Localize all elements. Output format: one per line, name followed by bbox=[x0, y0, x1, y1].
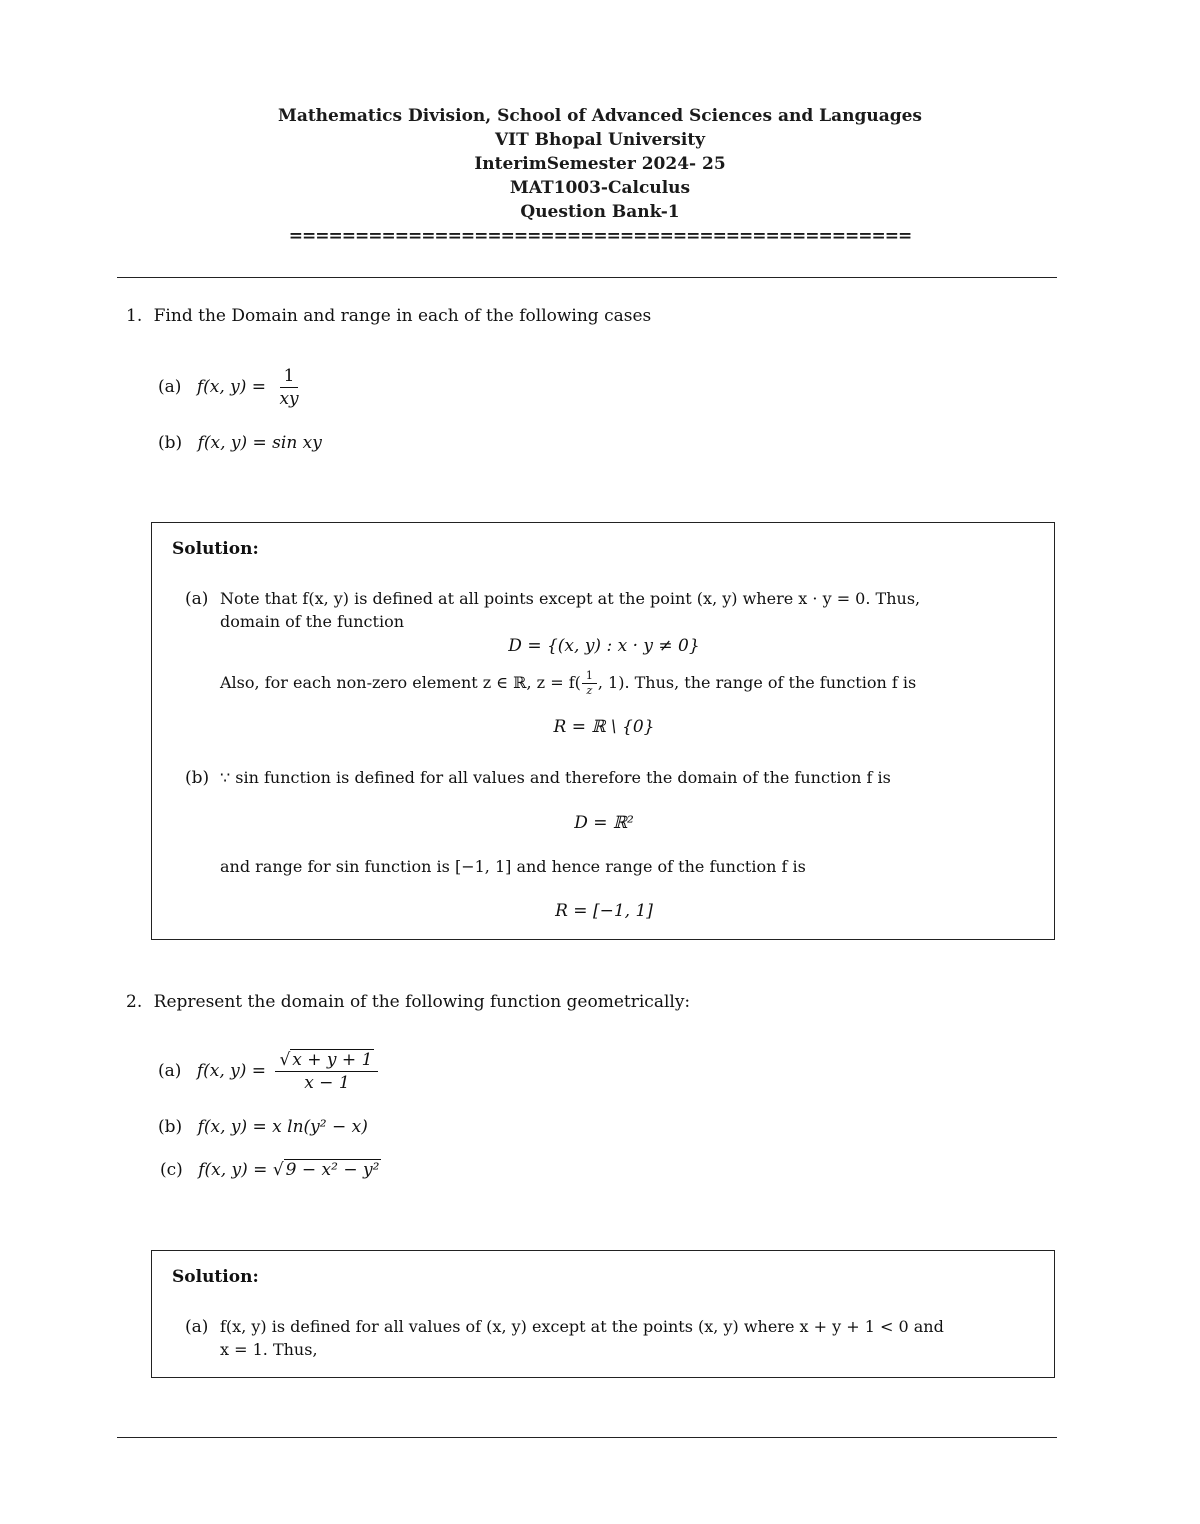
solution-2a-label: (a) bbox=[185, 1317, 209, 1337]
question-2c-radicand: 9 − x² − y² bbox=[285, 1160, 380, 1180]
question-1 bbox=[126, 306, 651, 326]
solution-1a-domain-eq: D = {(x, y) : x · y ≠ 0} bbox=[508, 636, 700, 656]
solution-1b-range-eq: R = [−1, 1] bbox=[555, 901, 653, 921]
question-2c-label: (c) bbox=[160, 1160, 183, 1180]
solution-1a-inline-num: 1 bbox=[582, 670, 597, 684]
header-division: Mathematics Division, School of Advanced Sciences and Languages bbox=[278, 106, 922, 126]
question-1a bbox=[158, 366, 307, 409]
question-2a-numerator bbox=[275, 1050, 378, 1072]
question-2a-radicand: x + y + 1 bbox=[292, 1050, 373, 1070]
solution-2-box bbox=[151, 1250, 1055, 1378]
question-2a-denominator: x − 1 bbox=[304, 1073, 350, 1093]
solution-2a-line1: f(x, y) is defined for all values of (x, y) except at the points (x, y) where x + y + 1 < 0 and bbox=[220, 1317, 944, 1336]
question-2a-lhs: f(x, y) = bbox=[196, 1061, 267, 1081]
bottom-rule bbox=[117, 1437, 1057, 1438]
question-1b-label: (b) bbox=[158, 433, 183, 453]
question-1b-expr: f(x, y) = sin xy bbox=[197, 433, 322, 453]
solution-1a-line3-post: , 1). Thus, the range of the function f is bbox=[597, 673, 917, 692]
question-2a bbox=[158, 1050, 382, 1093]
document-header bbox=[0, 104, 1200, 248]
question-1b bbox=[158, 433, 322, 453]
solution-1b-label: (b) bbox=[185, 768, 210, 788]
question-2-number: 2. bbox=[126, 992, 143, 1012]
solution-2-title: Solution: bbox=[172, 1267, 259, 1287]
solution-1-title: Solution: bbox=[172, 539, 259, 559]
sqrt-symbol-icon: √ bbox=[272, 1160, 284, 1180]
solution-1b-line2: and range for sin function is [−1, 1] and hence range of the function f is bbox=[220, 857, 806, 876]
question-2b-expr: f(x, y) = x ln(y² − x) bbox=[197, 1117, 368, 1137]
top-rule bbox=[117, 277, 1057, 278]
question-1a-denominator: xy bbox=[279, 389, 299, 409]
solution-1-box bbox=[151, 522, 1055, 940]
solution-1a-line3-pre: Also, for each non-zero element z ∈ ℝ, z = f( bbox=[220, 673, 581, 692]
question-2b bbox=[158, 1117, 368, 1137]
question-1-number: 1. bbox=[126, 306, 143, 326]
header-course: MAT1003-Calculus bbox=[509, 178, 691, 198]
question-2b-label: (b) bbox=[158, 1117, 183, 1137]
question-1a-label: (a) bbox=[158, 377, 182, 397]
question-2a-label: (a) bbox=[158, 1061, 182, 1081]
question-2c-lhs: f(x, y) = bbox=[198, 1160, 268, 1180]
question-2 bbox=[126, 992, 690, 1012]
question-1-text: Find the Domain and range in each of the following cases bbox=[153, 306, 652, 326]
header-university: VIT Bhopal University bbox=[494, 130, 706, 150]
solution-1a-line2: domain of the function bbox=[220, 612, 404, 631]
header-title: Question Bank-1 bbox=[520, 202, 680, 222]
solution-1a-line3 bbox=[220, 670, 916, 697]
question-2a-fraction bbox=[275, 1050, 378, 1093]
question-1a-fraction bbox=[275, 366, 302, 409]
solution-1a-inline-fraction bbox=[582, 670, 597, 697]
question-2-text: Represent the domain of the following function geometrically: bbox=[153, 992, 691, 1012]
solution-1a-range-eq: R = ℝ \ {0} bbox=[553, 717, 655, 737]
solution-2a-line2: x = 1. Thus, bbox=[220, 1340, 318, 1359]
question-2c bbox=[160, 1160, 381, 1180]
solution-1a-line1: Note that f(x, y) is defined at all points except at the point (x, y) where x · y = 0. Thus, bbox=[220, 589, 921, 608]
header-semester: InterimSemester 2024- 25 bbox=[474, 154, 726, 174]
header-separator: =============================================== bbox=[288, 226, 912, 246]
solution-1a-inline-den: z bbox=[586, 684, 593, 697]
question-1a-numerator: 1 bbox=[280, 366, 299, 388]
solution-1b-line1: ∵ sin function is defined for all values and therefore the domain of the function f is bbox=[220, 768, 891, 787]
solution-1a-label: (a) bbox=[185, 589, 209, 609]
solution-1b-domain-eq: D = ℝ² bbox=[574, 813, 634, 833]
question-1a-lhs: f(x, y) = bbox=[196, 377, 267, 397]
sqrt-symbol-icon: √ bbox=[279, 1050, 291, 1070]
